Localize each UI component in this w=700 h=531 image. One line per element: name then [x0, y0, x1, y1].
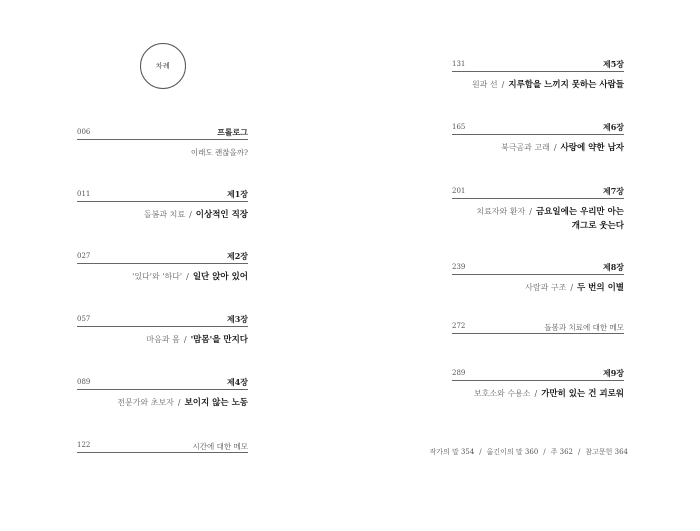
entry-plain-title: 이래도 괜찮을까? [190, 148, 248, 157]
page-number: 027 [77, 252, 91, 260]
back-matter-line [429, 447, 628, 457]
divider [77, 263, 248, 264]
entry-title [146, 333, 248, 347]
chapter-label: 제9장 [602, 368, 624, 378]
divider [452, 71, 624, 72]
page-number: 289 [452, 369, 466, 377]
chapter-label: 제2장 [226, 251, 248, 261]
page-number: 165 [452, 123, 466, 131]
divider [452, 380, 624, 381]
entry-main-title: 보이지 않는 노동 [184, 398, 248, 408]
chapter-label: 제8장 [602, 262, 624, 272]
entry-main-title: 일단 앉아 있어 [192, 272, 248, 282]
entry-main-title: 가만히 있는 건 괴로워 [541, 389, 624, 399]
divider [77, 389, 248, 390]
separator: / [183, 335, 187, 344]
page-number: 131 [452, 60, 466, 68]
entry-subtitle: 마음과 몸 [146, 335, 180, 344]
separator: / [578, 448, 581, 456]
separator: / [186, 272, 189, 281]
entry-subtitle: 원과 선 [471, 80, 498, 89]
chapter-label: 제7장 [602, 186, 624, 196]
entry-subtitle: 치료자와 환자 [476, 207, 526, 216]
separator: / [189, 210, 192, 219]
back-matter-references[interactable]: 참고문헌 364 [585, 448, 628, 456]
separator: / [553, 143, 557, 152]
divider [452, 274, 624, 275]
entry-subtitle: 전문가와 초보자 [117, 398, 174, 407]
toc-heading-badge [140, 43, 186, 89]
back-matter-author-note[interactable]: 작가의 말 354 [429, 448, 475, 456]
separator: / [479, 448, 482, 456]
entry-title [474, 387, 624, 401]
separator: / [570, 283, 574, 292]
entry-title [193, 440, 248, 453]
page-number: 089 [77, 378, 91, 386]
entry-subtitle: 북극곰과 고래 [500, 143, 550, 152]
entry-subtitle: 사람과 구조 [525, 283, 567, 292]
separator: / [534, 389, 538, 398]
chapter-label: 제4장 [226, 377, 248, 387]
chapter-label: 제1장 [226, 189, 248, 199]
divider [77, 201, 248, 202]
entry-title [144, 208, 248, 222]
page-number: 011 [77, 190, 91, 198]
entry-main-title: 두 번의 이별 [577, 283, 624, 293]
chapter-label: 제3장 [226, 314, 248, 324]
separator: / [543, 448, 546, 456]
entry-plain-title: 시간에 대한 메모 [192, 442, 248, 451]
entry-main-title: 금요일에는 우리만 아는 [535, 207, 624, 217]
entry-main-title: 이상적인 직장 [195, 210, 248, 220]
separator: / [501, 80, 505, 89]
divider [452, 198, 624, 199]
entry-main-title: 사랑에 약한 남자 [560, 143, 624, 153]
separator: / [529, 207, 532, 216]
entry-subtitle: '있다'와 '하다' [132, 272, 183, 281]
entry-main-title: 지루함을 느끼지 못하는 사람들 [508, 80, 624, 90]
entry-title [132, 270, 248, 284]
entry-main-title: '맘몸'을 만지다 [190, 335, 248, 345]
entry-title [525, 281, 624, 295]
divider [77, 326, 248, 327]
entry-title [544, 321, 624, 334]
page-number: 006 [77, 128, 91, 136]
toc-heading: 차례 [155, 62, 171, 70]
chapter-label: 프롤로그 [217, 127, 248, 137]
chapter-label: 제6장 [602, 122, 624, 132]
entry-subtitle: 보호소와 수용소 [473, 389, 531, 398]
entry-main-title-line2: 개그로 웃는다 [571, 221, 624, 231]
separator: / [177, 398, 181, 407]
divider [452, 134, 624, 135]
page-number: 122 [77, 441, 91, 449]
entry-subtitle: 돌봄과 치료 [143, 210, 186, 219]
entry-title [476, 205, 624, 233]
back-matter-translator-note[interactable]: 옮긴이의 말 360 [486, 448, 539, 456]
entry-title [501, 141, 624, 155]
entry-title [472, 78, 624, 92]
back-matter-notes[interactable]: 주 362 [550, 448, 573, 456]
page-number: 201 [452, 187, 466, 195]
page-number: 057 [77, 315, 91, 323]
divider [77, 139, 248, 140]
entry-title [117, 396, 248, 410]
chapter-label: 제5장 [602, 59, 624, 69]
page-number: 239 [452, 263, 466, 271]
entry-plain-title: 돌봄과 치료에 대한 메모 [544, 323, 624, 332]
entry-title [191, 146, 248, 159]
page-number: 272 [452, 322, 466, 330]
